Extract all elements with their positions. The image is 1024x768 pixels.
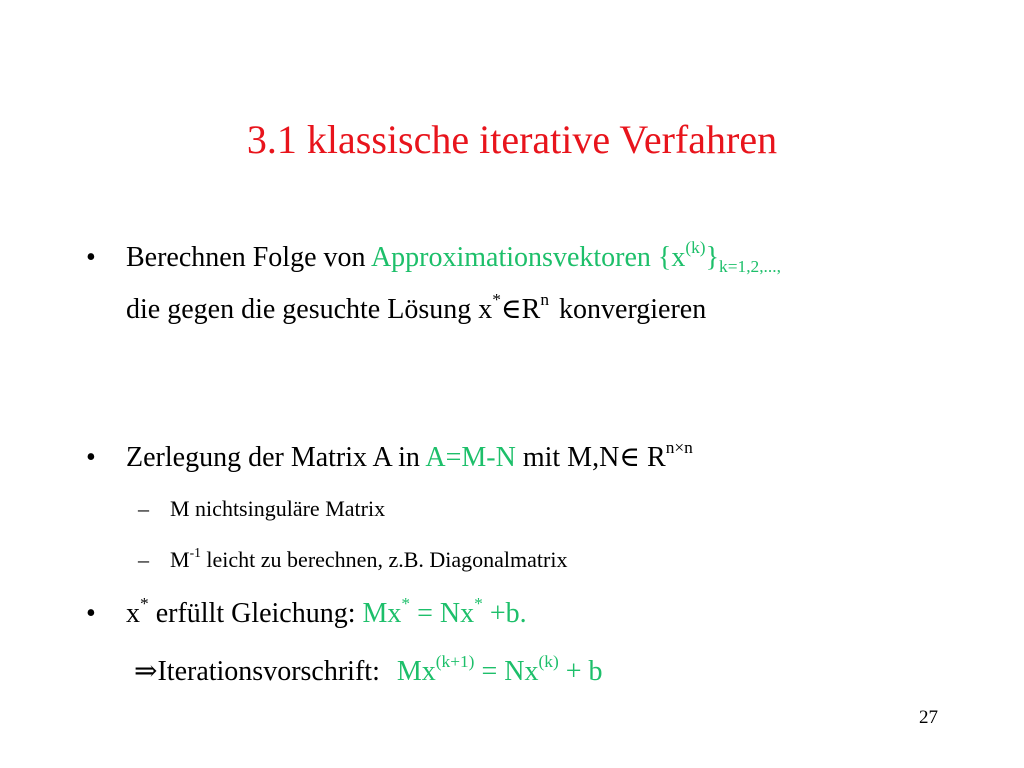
bullet-3-text-b: erfüllt Gleichung: — [148, 598, 363, 629]
iteration-rule-equation — [396, 651, 603, 687]
bullet-1-line-2 — [126, 289, 707, 328]
approximation-vectors-text: Approximationsvektoren {x — [370, 242, 686, 273]
bullet-marker: • — [86, 242, 96, 273]
superscript-n: n — [540, 289, 550, 309]
superscript-k-plus-1: (k+1) — [435, 651, 475, 671]
iteration-rule-label: Iterationsvorschrift: — [157, 656, 387, 687]
element-of-r: ∈R — [500, 294, 541, 325]
bullet-marker: • — [86, 442, 96, 473]
superscript-k: (k) — [538, 651, 559, 671]
converge-text: konvergieren — [559, 294, 707, 325]
bullet-2-line — [126, 437, 693, 476]
fixed-point-equation — [362, 593, 527, 629]
iteration-part-a: Mx — [396, 656, 436, 687]
superscript-star: * — [140, 593, 149, 613]
iteration-part-c: + b — [558, 656, 603, 687]
bullet-1-line-1 — [126, 237, 781, 277]
page-number: 27 — [919, 707, 938, 728]
bullet-2-text-b: mit M,N∈ R — [515, 442, 666, 473]
bullet-3-line — [126, 593, 527, 632]
sub-item-1-text: M nichtsinguläre Matrix — [170, 496, 386, 521]
superscript-star: * — [474, 593, 483, 613]
closing-brace: } — [705, 242, 720, 273]
bullet-3-text-a: x — [126, 598, 140, 629]
superscript-minus-one: -1 — [189, 544, 201, 560]
sub-item-1 — [170, 494, 385, 524]
equation-part-c: +b. — [482, 598, 527, 629]
bullet-1-line-2-text: die gegen die gesuchte Lösung x — [126, 294, 493, 325]
equation-part-a: Mx — [362, 598, 402, 629]
sub-item-2-text-a: M — [170, 547, 190, 572]
bullet-marker: • — [86, 598, 96, 629]
superscript-nxn: n×n — [665, 437, 693, 457]
superscript-star: * — [492, 289, 501, 309]
bullet-2-text: Zerlegung der Matrix A in — [126, 442, 426, 473]
index-range: k=1,2,..., — [719, 257, 781, 277]
approximation-vectors — [370, 237, 781, 277]
superscript-k: (k) — [685, 237, 706, 257]
dash-marker: – — [138, 547, 149, 572]
superscript-star: * — [401, 593, 411, 613]
equation-part-b: = Nx — [410, 598, 475, 629]
slide-title: 3.1 klassische iterative Verfahren — [246, 117, 778, 162]
iteration-part-b: = Nx — [474, 656, 539, 687]
bullet-1-text: Berechnen Folge von — [126, 242, 371, 273]
sub-item-2-text-b: leicht zu berechnen, z.B. Diagonalmatrix — [200, 547, 568, 572]
iteration-rule-line — [134, 651, 603, 690]
implies-icon: ⇒ — [134, 656, 158, 687]
decomposition-formula: A=M-N — [425, 442, 516, 473]
dash-marker: – — [138, 496, 149, 521]
sub-item-2 — [170, 545, 567, 575]
